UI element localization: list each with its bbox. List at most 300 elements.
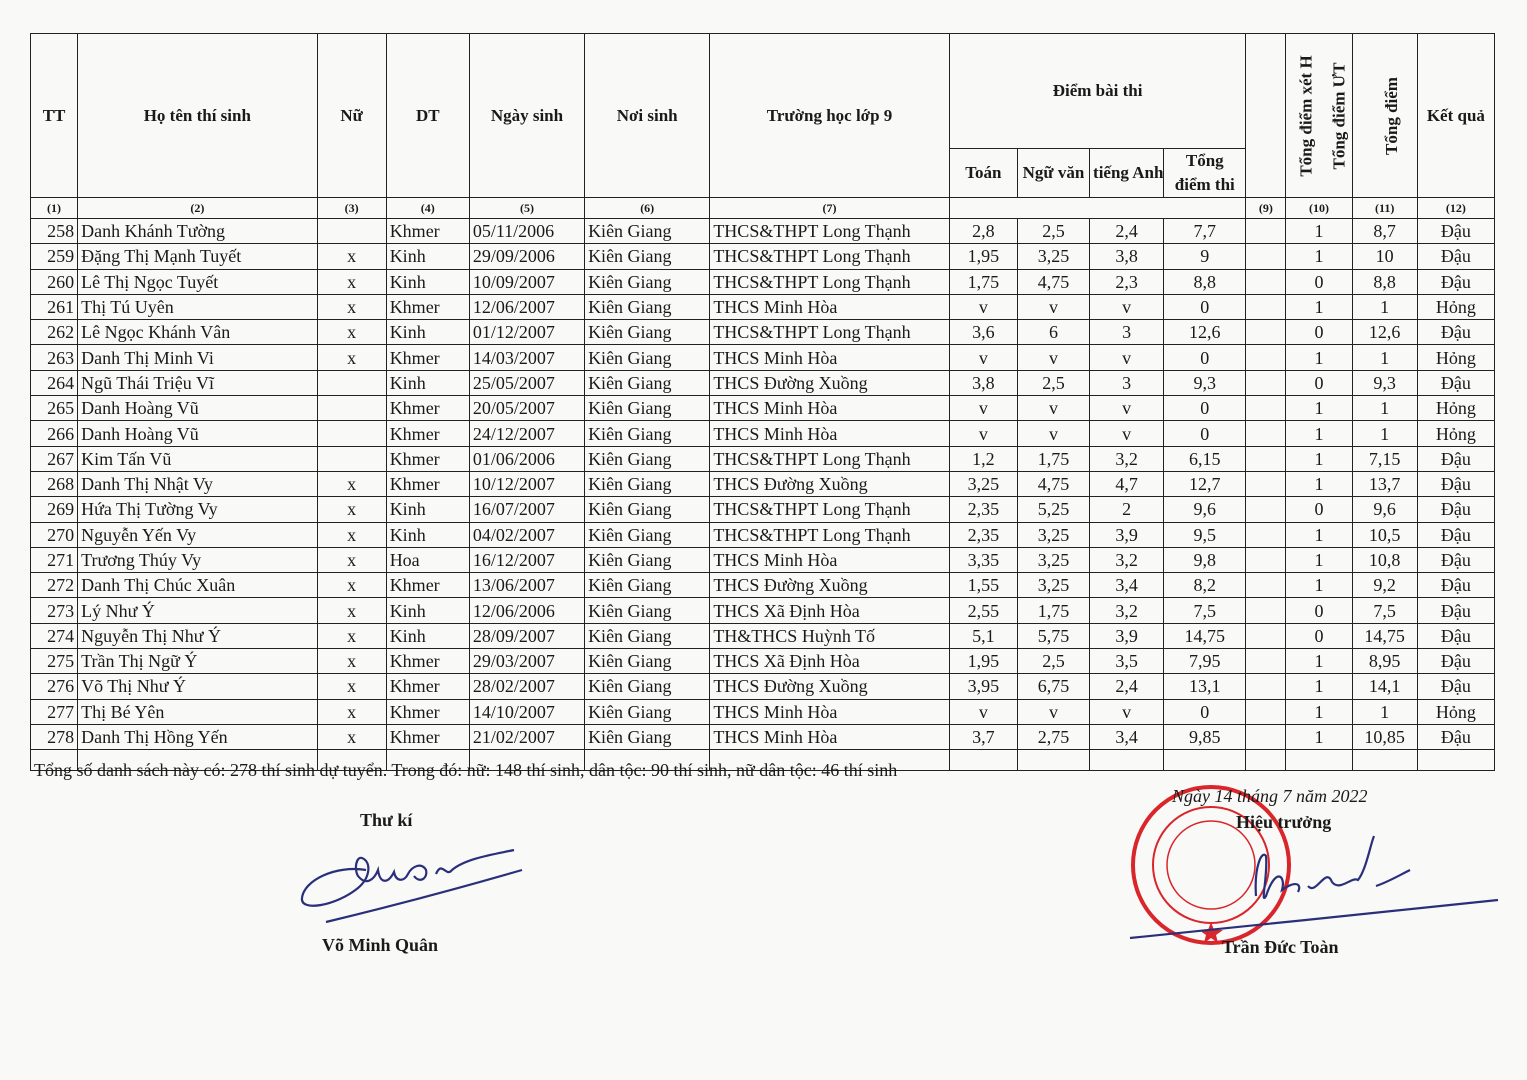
cell-grand-total: 9,2	[1352, 573, 1417, 598]
empty-cell	[1352, 750, 1417, 771]
cell-grand-total: 12,6	[1352, 320, 1417, 345]
cell-h-total	[1246, 244, 1286, 269]
cell-english: v	[1090, 294, 1164, 319]
header-school: Trường học lớp 9	[710, 34, 949, 198]
cell-female: x	[317, 294, 386, 319]
empty-cell	[1090, 750, 1164, 771]
principal-signature	[1126, 826, 1506, 946]
cell-math: 3,7	[949, 724, 1017, 749]
cell-priority-total: 0	[1286, 370, 1352, 395]
cell-tt: 260	[31, 269, 78, 294]
cell-female: x	[317, 573, 386, 598]
table-row	[31, 471, 1495, 496]
cell-priority-total: 1	[1286, 699, 1352, 724]
cell-literature: v	[1017, 345, 1089, 370]
cell-school: THCS Minh Hòa	[710, 396, 949, 421]
table-row	[31, 522, 1495, 547]
cell-name: Danh Thị Chúc Xuân	[78, 573, 317, 598]
cell-grand-total: 8,8	[1352, 269, 1417, 294]
cell-result: Đậu	[1417, 598, 1494, 623]
secretary-title: Thư kí	[360, 810, 413, 830]
cell-math: 2,35	[949, 522, 1017, 547]
cell-name: Danh Hoàng Vũ	[78, 396, 317, 421]
cell-literature: 2,75	[1017, 724, 1089, 749]
colnum: (12)	[1417, 198, 1494, 219]
cell-exam-total: 0	[1164, 294, 1246, 319]
cell-ethnic: Khmer	[386, 294, 469, 319]
cell-dob: 24/12/2007	[469, 421, 584, 446]
cell-birthplace: Kiên Giang	[585, 497, 710, 522]
cell-exam-total: 0	[1164, 345, 1246, 370]
cell-priority-total: 0	[1286, 623, 1352, 648]
table-row	[31, 649, 1495, 674]
cell-ethnic: Kinh	[386, 370, 469, 395]
cell-literature: 6	[1017, 320, 1089, 345]
cell-literature: 3,25	[1017, 573, 1089, 598]
cell-ethnic: Khmer	[386, 699, 469, 724]
cell-grand-total: 13,7	[1352, 471, 1417, 496]
cell-name: Kim Tấn Vũ	[78, 446, 317, 471]
cell-female	[317, 446, 386, 471]
cell-h-total	[1246, 724, 1286, 749]
cell-english: 2,4	[1090, 219, 1164, 244]
cell-h-total	[1246, 294, 1286, 319]
cell-tt: 269	[31, 497, 78, 522]
cell-tt: 267	[31, 446, 78, 471]
cell-tt: 262	[31, 320, 78, 345]
cell-school: THCS Xã Định Hòa	[710, 649, 949, 674]
cell-dob: 20/05/2007	[469, 396, 584, 421]
cell-tt: 258	[31, 219, 78, 244]
cell-h-total	[1246, 396, 1286, 421]
cell-birthplace: Kiên Giang	[585, 522, 710, 547]
cell-priority-total: 1	[1286, 547, 1352, 572]
cell-priority-total: 1	[1286, 674, 1352, 699]
cell-exam-total: 12,6	[1164, 320, 1246, 345]
cell-literature: v	[1017, 421, 1089, 446]
cell-result: Đậu	[1417, 724, 1494, 749]
cell-name: Danh Khánh Tường	[78, 219, 317, 244]
cell-h-total	[1246, 345, 1286, 370]
colnum: (9)	[1246, 198, 1286, 219]
cell-math: 3,35	[949, 547, 1017, 572]
cell-h-total	[1246, 370, 1286, 395]
cell-math: 1,55	[949, 573, 1017, 598]
cell-priority-total: 1	[1286, 294, 1352, 319]
candidate-table	[30, 33, 1495, 771]
cell-result: Đậu	[1417, 649, 1494, 674]
table-row	[31, 345, 1495, 370]
cell-exam-total: 7,5	[1164, 598, 1246, 623]
cell-math: 2,55	[949, 598, 1017, 623]
cell-tt: 265	[31, 396, 78, 421]
cell-dob: 05/11/2006	[469, 219, 584, 244]
cell-result: Hỏng	[1417, 345, 1494, 370]
cell-english: 3,2	[1090, 598, 1164, 623]
cell-birthplace: Kiên Giang	[585, 244, 710, 269]
header-dob: Ngày sinh	[469, 34, 584, 198]
cell-grand-total: 9,6	[1352, 497, 1417, 522]
cell-english: v	[1090, 699, 1164, 724]
cell-h-total	[1246, 320, 1286, 345]
cell-tt: 259	[31, 244, 78, 269]
table-row	[31, 396, 1495, 421]
cell-birthplace: Kiên Giang	[585, 370, 710, 395]
cell-dob: 01/12/2007	[469, 320, 584, 345]
cell-grand-total: 7,15	[1352, 446, 1417, 471]
cell-priority-total: 1	[1286, 446, 1352, 471]
header-math: Toán	[949, 149, 1017, 198]
cell-exam-total: 9,85	[1164, 724, 1246, 749]
cell-dob: 04/02/2007	[469, 522, 584, 547]
cell-name: Danh Hoàng Vũ	[78, 421, 317, 446]
cell-result: Đậu	[1417, 623, 1494, 648]
cell-name: Trần Thị Ngữ Ý	[78, 649, 317, 674]
cell-english: 2,4	[1090, 674, 1164, 699]
cell-school: THCS&THPT Long Thạnh	[710, 269, 949, 294]
cell-tt: 273	[31, 598, 78, 623]
cell-dob: 14/10/2007	[469, 699, 584, 724]
cell-grand-total: 1	[1352, 345, 1417, 370]
cell-literature: 1,75	[1017, 598, 1089, 623]
table-row	[31, 573, 1495, 598]
cell-result: Đậu	[1417, 219, 1494, 244]
colnum: (4)	[386, 198, 469, 219]
header-h-total-label: Tổng điểm xét H	[1297, 54, 1317, 177]
cell-literature: 5,75	[1017, 623, 1089, 648]
table-row	[31, 598, 1495, 623]
cell-dob: 13/06/2007	[469, 573, 584, 598]
cell-female	[317, 219, 386, 244]
cell-literature: 2,5	[1017, 649, 1089, 674]
empty-cell	[1246, 750, 1286, 771]
cell-english: v	[1090, 345, 1164, 370]
principal-name: Trần Đức Toàn	[1222, 937, 1339, 957]
table-row	[31, 724, 1495, 749]
cell-grand-total: 7,5	[1352, 598, 1417, 623]
header-priority-total-label: Tổng điểm ƯT	[1329, 61, 1349, 170]
cell-h-total	[1246, 497, 1286, 522]
summary-text: Tổng số danh sách này có: 278 thí sinh dự tuyển. Trong đó: nữ: 148 thí sinh, dân tộc: 90 thí sinh, nữ dân tộc: 46 thí sinh	[34, 760, 898, 780]
cell-grand-total: 1	[1352, 294, 1417, 319]
cell-female	[317, 370, 386, 395]
cell-english: 2,3	[1090, 269, 1164, 294]
cell-priority-total: 1	[1286, 471, 1352, 496]
cell-grand-total: 9,3	[1352, 370, 1417, 395]
cell-english: 3,4	[1090, 724, 1164, 749]
header-ethnic: DT	[386, 34, 469, 198]
cell-math: v	[949, 345, 1017, 370]
cell-h-total	[1246, 598, 1286, 623]
cell-grand-total: 8,95	[1352, 649, 1417, 674]
table-row	[31, 497, 1495, 522]
cell-female: x	[317, 269, 386, 294]
cell-h-total	[1246, 699, 1286, 724]
cell-exam-total: 0	[1164, 421, 1246, 446]
cell-literature: 2,5	[1017, 219, 1089, 244]
cell-birthplace: Kiên Giang	[585, 724, 710, 749]
cell-math: 1,2	[949, 446, 1017, 471]
cell-dob: 29/03/2007	[469, 649, 584, 674]
cell-ethnic: Kinh	[386, 244, 469, 269]
table-row	[31, 320, 1495, 345]
table-row	[31, 421, 1495, 446]
cell-tt: 278	[31, 724, 78, 749]
cell-school: TH&THCS Huỳnh Tố	[710, 623, 949, 648]
header-name: Họ tên thí sinh	[78, 34, 317, 198]
cell-school: THCS Minh Hòa	[710, 345, 949, 370]
cell-exam-total: 0	[1164, 396, 1246, 421]
cell-priority-total: 1	[1286, 421, 1352, 446]
cell-female: x	[317, 724, 386, 749]
cell-school: THCS&THPT Long Thạnh	[710, 522, 949, 547]
cell-ethnic: Khmer	[386, 446, 469, 471]
cell-dob: 28/02/2007	[469, 674, 584, 699]
cell-literature: 2,5	[1017, 370, 1089, 395]
cell-grand-total: 1	[1352, 396, 1417, 421]
cell-school: THCS Minh Hòa	[710, 699, 949, 724]
cell-exam-total: 9	[1164, 244, 1246, 269]
cell-female: x	[317, 598, 386, 623]
cell-female: x	[317, 649, 386, 674]
cell-math: 1,75	[949, 269, 1017, 294]
cell-school: THCS&THPT Long Thạnh	[710, 446, 949, 471]
cell-h-total	[1246, 421, 1286, 446]
table-row	[31, 623, 1495, 648]
cell-exam-total: 9,3	[1164, 370, 1246, 395]
cell-ethnic: Kinh	[386, 623, 469, 648]
empty-cell	[949, 750, 1017, 771]
colnum: (3)	[317, 198, 386, 219]
cell-math: 3,25	[949, 471, 1017, 496]
cell-literature: 5,25	[1017, 497, 1089, 522]
cell-dob: 12/06/2007	[469, 294, 584, 319]
cell-female	[317, 421, 386, 446]
empty-cell	[1417, 750, 1494, 771]
cell-ethnic: Khmer	[386, 573, 469, 598]
cell-math: v	[949, 294, 1017, 319]
cell-priority-total: 1	[1286, 396, 1352, 421]
cell-name: Hứa Thị Tường Vy	[78, 497, 317, 522]
cell-math: v	[949, 396, 1017, 421]
cell-name: Nguyễn Yến Vy	[78, 522, 317, 547]
cell-exam-total: 8,2	[1164, 573, 1246, 598]
cell-literature: v	[1017, 396, 1089, 421]
cell-tt: 277	[31, 699, 78, 724]
cell-english: 4,7	[1090, 471, 1164, 496]
cell-female	[317, 396, 386, 421]
cell-name: Trương Thúy Vy	[78, 547, 317, 572]
cell-english: 3,8	[1090, 244, 1164, 269]
cell-school: THCS Xã Định Hòa	[710, 598, 949, 623]
cell-dob: 21/02/2007	[469, 724, 584, 749]
cell-literature: 4,75	[1017, 471, 1089, 496]
cell-female: x	[317, 244, 386, 269]
cell-school: THCS Đường Xuồng	[710, 674, 949, 699]
cell-math: 3,8	[949, 370, 1017, 395]
cell-priority-total: 1	[1286, 345, 1352, 370]
cell-ethnic: Kinh	[386, 522, 469, 547]
cell-english: 3,5	[1090, 649, 1164, 674]
cell-h-total	[1246, 522, 1286, 547]
cell-female: x	[317, 699, 386, 724]
cell-result: Đậu	[1417, 320, 1494, 345]
cell-exam-total: 7,7	[1164, 219, 1246, 244]
cell-school: THCS&THPT Long Thạnh	[710, 320, 949, 345]
cell-english: v	[1090, 421, 1164, 446]
cell-priority-total: 0	[1286, 320, 1352, 345]
cell-math: 3,6	[949, 320, 1017, 345]
table-row	[31, 674, 1495, 699]
cell-literature: v	[1017, 699, 1089, 724]
cell-english: 3,2	[1090, 446, 1164, 471]
cell-name: Thị Bé Yên	[78, 699, 317, 724]
header-female: Nữ	[317, 34, 386, 198]
cell-school: THCS Đường Xuồng	[710, 370, 949, 395]
cell-ethnic: Khmer	[386, 471, 469, 496]
cell-ethnic: Khmer	[386, 345, 469, 370]
cell-h-total	[1246, 573, 1286, 598]
table-row	[31, 547, 1495, 572]
cell-h-total	[1246, 269, 1286, 294]
cell-english: 3,4	[1090, 573, 1164, 598]
cell-tt: 268	[31, 471, 78, 496]
cell-female: x	[317, 522, 386, 547]
header-tt: TT	[31, 34, 78, 198]
cell-math: 2,8	[949, 219, 1017, 244]
cell-priority-total: 1	[1286, 573, 1352, 598]
cell-result: Hỏng	[1417, 421, 1494, 446]
cell-english: 3,9	[1090, 522, 1164, 547]
cell-female: x	[317, 674, 386, 699]
cell-priority-total: 1	[1286, 219, 1352, 244]
cell-school: THCS Minh Hòa	[710, 547, 949, 572]
cell-female: x	[317, 471, 386, 496]
cell-school: THCS&THPT Long Thạnh	[710, 219, 949, 244]
cell-tt: 264	[31, 370, 78, 395]
cell-birthplace: Kiên Giang	[585, 623, 710, 648]
colnum: (2)	[78, 198, 317, 219]
cell-female: x	[317, 320, 386, 345]
cell-grand-total: 14,75	[1352, 623, 1417, 648]
cell-dob: 10/12/2007	[469, 471, 584, 496]
cell-grand-total: 10	[1352, 244, 1417, 269]
header-result: Kết quả	[1417, 34, 1494, 198]
empty-cell	[1286, 750, 1352, 771]
cell-birthplace: Kiên Giang	[585, 547, 710, 572]
secretary-signature	[296, 840, 526, 925]
cell-dob: 10/09/2007	[469, 269, 584, 294]
cell-dob: 01/06/2006	[469, 446, 584, 471]
cell-grand-total: 1	[1352, 421, 1417, 446]
cell-result: Đậu	[1417, 674, 1494, 699]
cell-birthplace: Kiên Giang	[585, 649, 710, 674]
cell-result: Đậu	[1417, 471, 1494, 496]
cell-result: Hỏng	[1417, 699, 1494, 724]
cell-grand-total: 1	[1352, 699, 1417, 724]
cell-name: Danh Thị Hồng Yến	[78, 724, 317, 749]
cell-exam-total: 12,7	[1164, 471, 1246, 496]
cell-result: Đậu	[1417, 573, 1494, 598]
cell-priority-total: 1	[1286, 649, 1352, 674]
cell-birthplace: Kiên Giang	[585, 345, 710, 370]
cell-female: x	[317, 623, 386, 648]
cell-tt: 272	[31, 573, 78, 598]
cell-ethnic: Kinh	[386, 598, 469, 623]
cell-exam-total: 9,5	[1164, 522, 1246, 547]
cell-literature: 3,25	[1017, 244, 1089, 269]
cell-literature: 3,25	[1017, 522, 1089, 547]
header-exam-total: Tổng điểm thi	[1164, 149, 1246, 198]
cell-literature: 1,75	[1017, 446, 1089, 471]
cell-math: v	[949, 421, 1017, 446]
cell-result: Đậu	[1417, 269, 1494, 294]
cell-birthplace: Kiên Giang	[585, 421, 710, 446]
cell-birthplace: Kiên Giang	[585, 219, 710, 244]
cell-tt: 274	[31, 623, 78, 648]
cell-priority-total: 1	[1286, 244, 1352, 269]
cell-ethnic: Khmer	[386, 724, 469, 749]
column-number-row	[31, 198, 1495, 219]
cell-name: Thị Tú Uyên	[78, 294, 317, 319]
table-row	[31, 244, 1495, 269]
cell-ethnic: Khmer	[386, 396, 469, 421]
cell-priority-total: 0	[1286, 497, 1352, 522]
cell-result: Đậu	[1417, 522, 1494, 547]
cell-birthplace: Kiên Giang	[585, 674, 710, 699]
cell-math: 3,95	[949, 674, 1017, 699]
cell-priority-total: 1	[1286, 724, 1352, 749]
signing-date: Ngày 14 tháng 7 năm 2022	[1172, 786, 1368, 806]
cell-h-total	[1246, 219, 1286, 244]
cell-ethnic: Khmer	[386, 219, 469, 244]
cell-literature: 4,75	[1017, 269, 1089, 294]
cell-name: Nguyễn Thị Như Ý	[78, 623, 317, 648]
cell-birthplace: Kiên Giang	[585, 294, 710, 319]
colnum-scores	[949, 198, 1246, 219]
cell-school: THCS Đường Xuồng	[710, 471, 949, 496]
cell-result: Đậu	[1417, 244, 1494, 269]
cell-grand-total: 10,85	[1352, 724, 1417, 749]
cell-birthplace: Kiên Giang	[585, 320, 710, 345]
colnum: (11)	[1352, 198, 1417, 219]
cell-tt: 270	[31, 522, 78, 547]
cell-ethnic: Kinh	[386, 269, 469, 294]
cell-math: 5,1	[949, 623, 1017, 648]
cell-tt: 261	[31, 294, 78, 319]
cell-ethnic: Khmer	[386, 674, 469, 699]
cell-tt: 263	[31, 345, 78, 370]
cell-english: 2	[1090, 497, 1164, 522]
cell-h-total	[1246, 547, 1286, 572]
cell-school: THCS&THPT Long Thạnh	[710, 497, 949, 522]
cell-name: Lý Như Ý	[78, 598, 317, 623]
cell-ethnic: Hoa	[386, 547, 469, 572]
cell-birthplace: Kiên Giang	[585, 471, 710, 496]
table-row	[31, 446, 1495, 471]
cell-name: Lê Thị Ngọc Tuyết	[78, 269, 317, 294]
cell-exam-total: 9,6	[1164, 497, 1246, 522]
cell-exam-total: 14,75	[1164, 623, 1246, 648]
header-scores: Điểm bài thi	[949, 34, 1246, 149]
cell-ethnic: Khmer	[386, 649, 469, 674]
cell-name: Danh Thị Minh Vi	[78, 345, 317, 370]
cell-english: v	[1090, 396, 1164, 421]
cell-dob: 29/09/2006	[469, 244, 584, 269]
cell-name: Đặng Thị Mạnh Tuyết	[78, 244, 317, 269]
cell-literature: v	[1017, 294, 1089, 319]
cell-h-total	[1246, 471, 1286, 496]
